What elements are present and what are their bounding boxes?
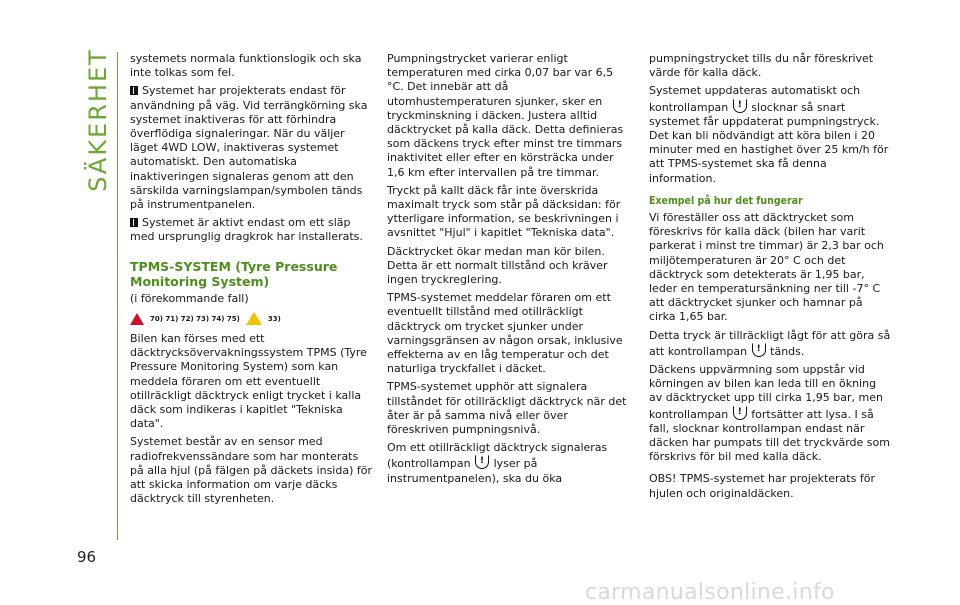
subheading: Exempel på hur det fungerar xyxy=(649,194,803,207)
paragraph xyxy=(130,84,373,212)
book-icon xyxy=(130,218,138,227)
column-2 xyxy=(387,52,630,490)
tpms-warning-icon xyxy=(733,99,747,113)
paragraph-text: Systemet är aktivt endast om ett släp med ursprunglig dragkrok har installerats. xyxy=(130,216,363,244)
paragraph-text: fortsätter att lysa. I så fall, slocknar kontrollampan endast när däcken har pumpats till det tryckvärde som förskrivs för bil med kalla däck. xyxy=(649,407,890,464)
watermark: carmanualsonline.info xyxy=(585,580,835,605)
subtitle: (i förekommande fall) xyxy=(130,291,249,305)
paragraph: TPMS-systemet upphör att signalera tillståndet för otillräckligt däcktryck när det åter är på samma nivå eller över föreskriven pumpningsnivå. xyxy=(387,380,627,437)
paragraph xyxy=(130,216,373,244)
paragraph: OBS! TPMS-systemet har projekterats för hjulen och originaldäcken. xyxy=(649,472,875,500)
paragraph: TPMS-systemet meddelar föraren om ett eventuellt tillstånd med otillräckligt däcktryck om trycket sjunker under varningsgränsen av någon orsak, inklusive effekterna av en låg temperatur och det naturliga tryckfallet i däcket. xyxy=(387,291,623,376)
section-title xyxy=(80,48,116,192)
column-1 xyxy=(130,52,373,510)
paragraph-text: slocknar så snart systemet får uppdaterat pumpningstryck. Det kan bli nödvändigt att köra bilen i 20 minuter med en hastighet över 25 km/h för att TPMS-systemet ska få denna information. xyxy=(649,100,889,185)
section-divider xyxy=(117,52,118,540)
warning-references xyxy=(130,312,373,326)
paragraph: Däcktrycket ökar medan man kör bilen. Detta är ett normalt tillstånd och kräver ingen tryckreglering. xyxy=(387,244,608,287)
tpms-warning-icon xyxy=(475,455,489,469)
paragraph: systemets normala funktionslogik och ska inte tolkas som fel. xyxy=(130,52,362,80)
warning-refs-red: 70) 71) 72) 73) 74) 75) xyxy=(150,314,240,323)
paragraph xyxy=(649,84,892,185)
warning-triangle-red-icon xyxy=(130,313,144,325)
tpms-warning-icon xyxy=(752,343,766,357)
paragraph-text: Om ett otillräckligt däcktryck signaleras (kontrollampan xyxy=(387,441,608,471)
paragraph: Systemet består av en sensor med radiofrekvenssändare som har monterats på alla hjul (på fälgen på däckets insida) för att skicka information om varje däcks däcktryck till styrenheten. xyxy=(130,435,372,506)
paragraph: pumpningstrycket tills du når föreskrivet värde för kalla däck. xyxy=(649,52,874,80)
book-icon xyxy=(130,86,138,95)
paragraph-text: lyser på instrumentpanelen), ska du öka xyxy=(387,457,563,485)
paragraph: Pumpningstrycket varierar enligt temperaturen med cirka 0,07 bar var 6,5 °C. Det innebär att då utomhustemperaturen sjunker, sker en tryckminskning i däcken. Justera alltid däcktrycket på kalla däck. Detta definieras som däckens tryck efter minst tre timmars inaktivitet eller efter en körsträcka under 1,6 km efter intervallen på tre timmar. xyxy=(387,52,624,179)
paragraph-text: Däckens uppvärmning som uppstår vid körningen av bilen kan leda till en ökning av däcktrycket upp till cirka 1,95 bar, men kontrollampan xyxy=(649,363,883,421)
section-heading: TPMS-SYSTEM (Tyre Pressure Monitoring System) xyxy=(130,258,338,289)
paragraph: Vi föreställer oss att däcktrycket som föreskrivs för kalla däck (bilen har varit parkerat i minst tre timmar) är 2,3 bar och miljötemperaturen är 20° C och det däcktryck som detekterats är 1,95 bar, leder en temperatursänkning ner till -7° C att däcktrycket sjunker och hamnar på cirka 1,65 bar. xyxy=(649,211,884,324)
page-number: 96 xyxy=(77,548,97,566)
paragraph-text: Systemet uppdateras automatiskt och kontrollampan xyxy=(649,84,861,114)
paragraph xyxy=(387,441,630,486)
warning-refs-yellow: 33) xyxy=(267,314,281,323)
warning-triangle-yellow-icon xyxy=(246,312,262,325)
paragraph: Tryckt på kallt däck får inte överskrida maximalt tryck som står på däcksidan: för ytterligare information, se beskrivningen i avsnittet "Hjul" i kapitlet "Tekniska data". xyxy=(387,183,621,240)
section-title-text: SÄKERHET xyxy=(84,48,112,192)
paragraph-text: tänds. xyxy=(770,344,805,358)
paragraph xyxy=(649,329,892,359)
paragraph: Bilen kan förses med ett däcktrycksövervakningssystem TPMS (Tyre Pressure Monitoring System) som kan meddela föraren om ett eventuellt otillräckligt däcktryck enligt trycket i kalla däck som indikeras i kapitlet "Tekniska data". xyxy=(130,332,367,431)
tpms-warning-icon xyxy=(733,406,747,420)
column-3 xyxy=(649,52,892,505)
paragraph xyxy=(649,363,892,464)
paragraph-text: Systemet har projekterats endast för användning på väg. Vid terrängkörning ska systemet inaktiveras för att förhindra överflödiga signaleringar. När du väljer läget 4WD LOW, inaktiveras systemet automatiskt. Den automatiska inaktiveringen signaleras genom att den särskilda varningslampan/symbolen tänds på instrumentpanelen. xyxy=(130,84,368,212)
paragraph-text: Detta tryck är tillräckligt lågt för att göra så att kontrollampan xyxy=(649,328,891,358)
